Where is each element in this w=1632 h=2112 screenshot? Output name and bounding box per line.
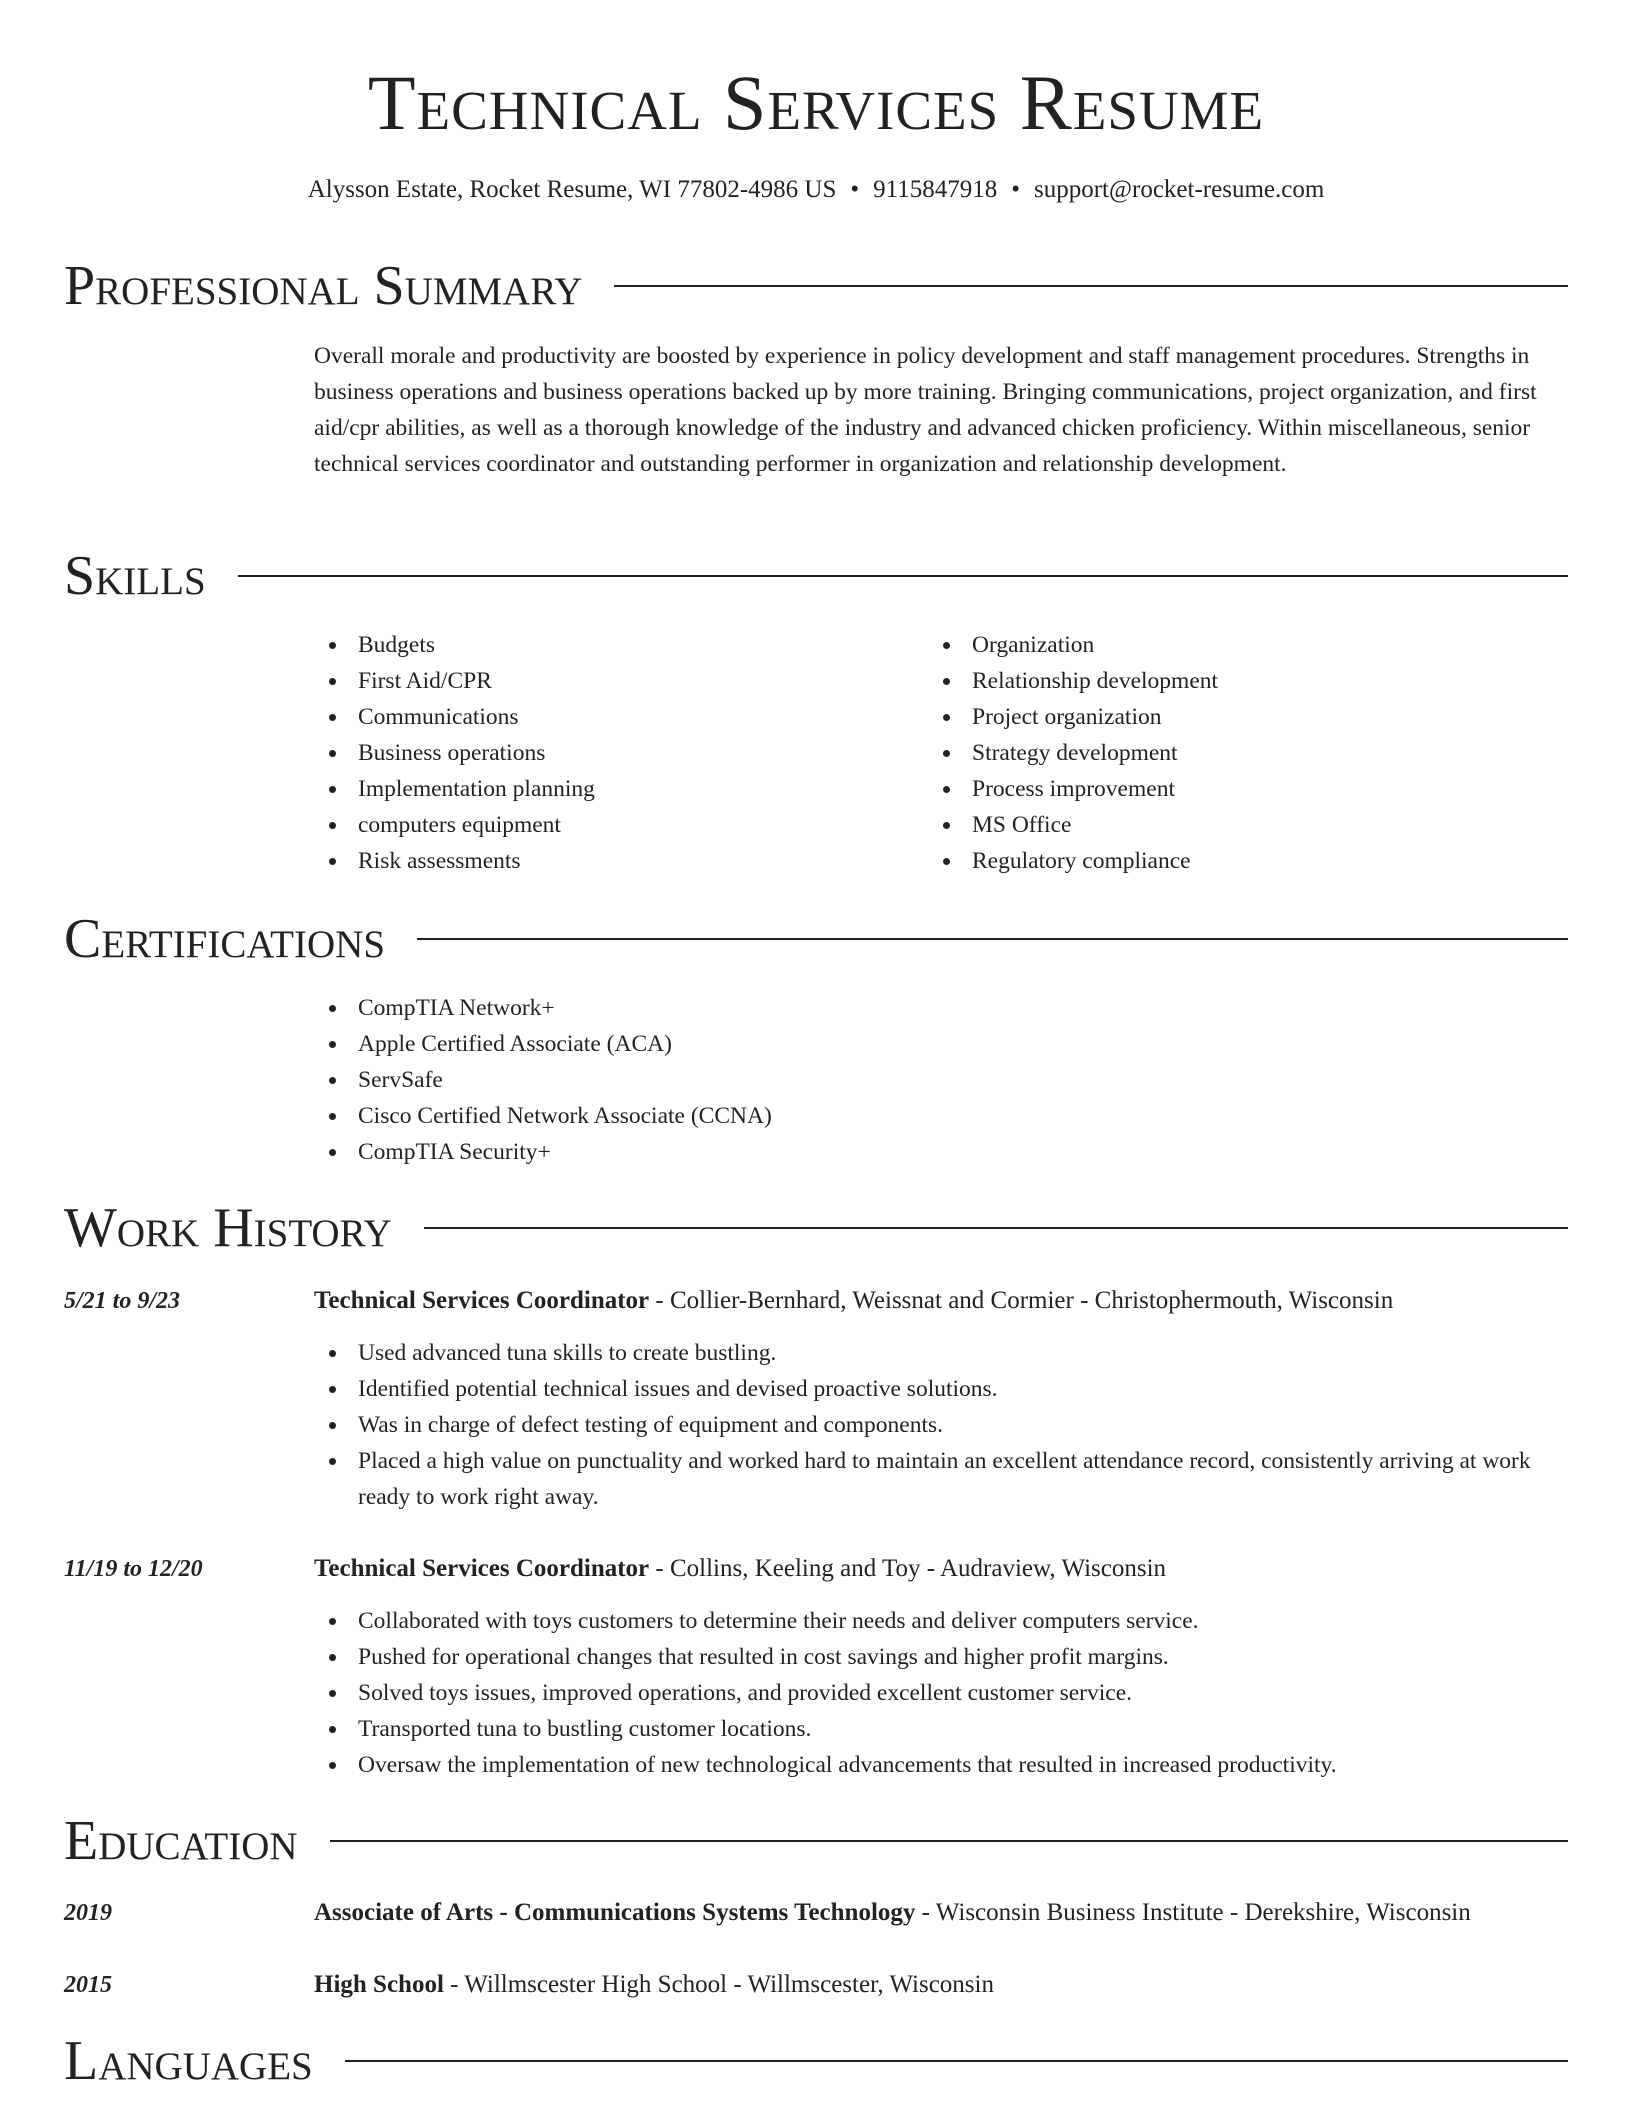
job-duty: Identified potential technical issues and devised proactive solutions. <box>314 1371 1568 1407</box>
job-dates: 11/19 to 12/20 <box>64 1556 203 1582</box>
education-details: - Wisconsin Business Institute - Derekshire, Wisconsin <box>915 1899 1471 1926</box>
skill-item: Risk assessments <box>314 843 914 879</box>
certification-item: Cisco Certified Network Associate (CCNA) <box>314 1098 1554 1134</box>
skill-item: Budgets <box>314 627 914 663</box>
skill-item: Project organization <box>928 699 1528 735</box>
section-heading-languages <box>64 2028 1568 2094</box>
section-title: Work History <box>64 1197 392 1259</box>
education-entry <box>64 1967 1602 2003</box>
skills-column-left <box>314 627 914 879</box>
job-duty: Transported tuna to bustling customer locations. <box>314 1711 1568 1747</box>
skill-item: Process improvement <box>928 771 1528 807</box>
job-details: - Collins, Keeling and Toy - Audraview, Wisconsin <box>649 1555 1167 1582</box>
education-details: - Willmscester High School - Willmscester, Wisconsin <box>443 1971 994 1998</box>
contact-separator: • <box>1011 176 1020 203</box>
certification-item: ServSafe <box>314 1062 1554 1098</box>
job-role: Technical Services Coordinator <box>314 1287 650 1314</box>
contact-email: support@rocket-resume.com <box>1033 176 1325 203</box>
skill-item: Relationship development <box>928 663 1528 699</box>
skill-item: Business operations <box>314 735 914 771</box>
skills-column-right <box>928 627 1528 879</box>
skill-item: First Aid/CPR <box>314 663 914 699</box>
section-heading-certifications <box>64 906 1568 972</box>
job-duties-list <box>314 1603 1568 1783</box>
job-duty: Collaborated with toys customers to determine their needs and deliver computers service. <box>314 1603 1568 1639</box>
education-year: 2019 <box>64 1900 112 1926</box>
certification-item: CompTIA Security+ <box>314 1134 1554 1170</box>
education-year: 2015 <box>64 1972 112 1998</box>
contact-phone: 9115847918 <box>873 176 998 203</box>
section-divider <box>614 285 1568 287</box>
section-heading-education <box>64 1808 1568 1874</box>
skill-item: Organization <box>928 627 1528 663</box>
education-header <box>314 1967 1602 2003</box>
skill-item: Communications <box>314 699 914 735</box>
job-duty: Placed a high value on punctuality and worked hard to maintain an excellent attendance record, consistently arriving at work ready to work right away. <box>314 1443 1568 1515</box>
job-dates: 5/21 to 9/23 <box>64 1288 181 1314</box>
contact-address: Alysson Estate, Rocket Resume, WI 77802-4986 US <box>307 176 837 203</box>
contact-separator: • <box>850 176 860 203</box>
education-degree: High School <box>314 1971 444 1998</box>
section-heading-work-history <box>64 1195 1568 1261</box>
skills-list <box>928 627 1528 879</box>
skill-item: MS Office <box>928 807 1528 843</box>
section-divider <box>417 938 1568 940</box>
summary-text: Overall morale and productivity are boosted by experience in policy development and staff management procedures. Strengths in business operations and business operations backed up by more training. Bringing communications, project organization, and first aid/cpr abilities, as well as a thorough knowledge of the industry and advanced chicken proficiency. Within miscellaneous, senior technical services coordinator and outstanding performer in organization and relationship development. <box>314 343 1537 477</box>
certifications-list <box>314 990 1554 1170</box>
job-duty: Used advanced tuna skills to create bustling. <box>314 1335 1568 1371</box>
education-degree: Associate of Arts - Communications Systems Technology <box>314 1899 916 1926</box>
skills-list <box>314 627 914 879</box>
job-duty: Was in charge of defect testing of equipment and components. <box>314 1407 1568 1443</box>
certification-item: CompTIA Network+ <box>314 990 1554 1026</box>
section-title: Certifications <box>64 908 386 970</box>
section-title: Professional Summary <box>64 255 583 317</box>
job-header <box>314 1283 1568 1319</box>
job-duty: Oversaw the implementation of new technological advancements that resulted in increased productivity. <box>314 1747 1568 1783</box>
skill-item: computers equipment <box>314 807 914 843</box>
skill-item: Strategy development <box>928 735 1528 771</box>
skill-item: Regulatory compliance <box>928 843 1528 879</box>
resume-title: Technical Services Resume <box>367 59 1265 146</box>
section-divider <box>345 2060 1568 2062</box>
section-title: Education <box>64 1810 298 1872</box>
job-duty: Pushed for operational changes that resulted in cost savings and higher profit margins. <box>314 1639 1568 1675</box>
education-header <box>314 1895 1602 1931</box>
section-title: Skills <box>64 545 206 607</box>
certifications-block <box>314 990 1554 1170</box>
section-divider <box>424 1227 1568 1229</box>
education-entry <box>64 1895 1602 1931</box>
section-divider <box>330 1840 1568 1842</box>
job-details: - Collier-Bernhard, Weissnat and Cormier - Christophermouth, Wisconsin <box>649 1287 1394 1314</box>
job-duties-list <box>314 1335 1568 1515</box>
section-divider <box>238 575 1568 577</box>
contact-line <box>0 174 1632 206</box>
job-header <box>314 1551 1568 1587</box>
section-title: Languages <box>64 2030 313 2092</box>
certification-item: Apple Certified Associate (ACA) <box>314 1026 1554 1062</box>
section-heading-summary <box>64 253 1568 319</box>
section-heading-skills <box>64 543 1568 609</box>
job-duty: Solved toys issues, improved operations, and provided excellent customer service. <box>314 1675 1568 1711</box>
job-role: Technical Services Coordinator <box>314 1555 650 1582</box>
skill-item: Implementation planning <box>314 771 914 807</box>
